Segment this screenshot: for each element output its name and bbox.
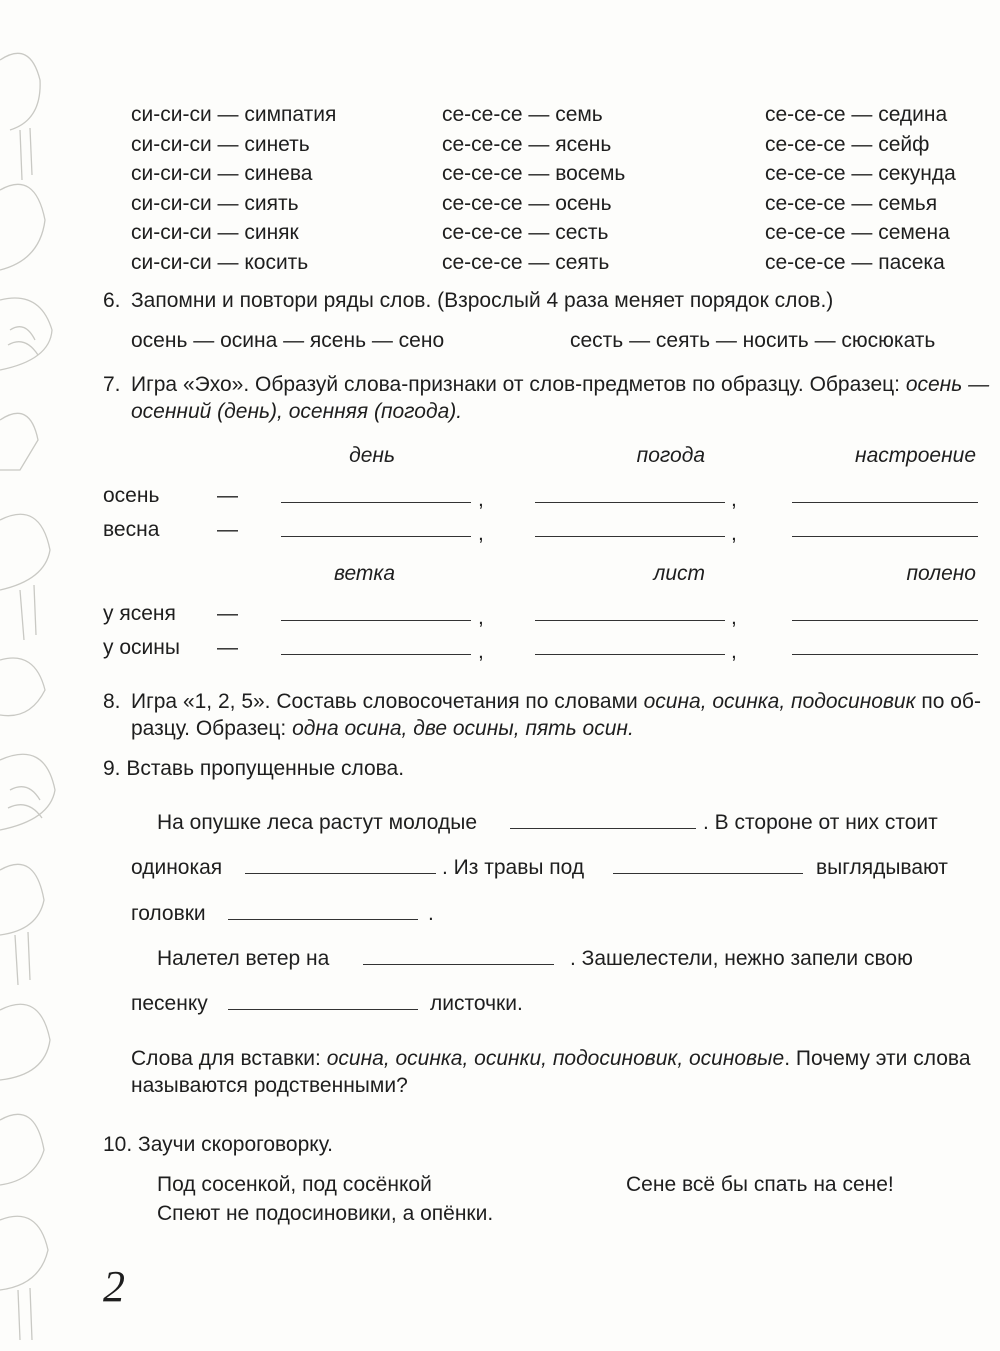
- task9-sentence4-start: Налетел ветер на: [157, 947, 330, 970]
- task8-text2: разцу. Образец:: [131, 717, 293, 740]
- task9-words-line1: [131, 1046, 971, 1072]
- task9-sentence2-end: выглядывают: [816, 856, 948, 879]
- syllable-line: се-се-се — осень: [442, 192, 612, 215]
- task9-blank-3[interactable]: [613, 873, 803, 874]
- task7-dash: —: [217, 636, 238, 659]
- syllable-line: се-се-се — ясень: [442, 133, 612, 156]
- task7-instruction-line1: [131, 372, 989, 398]
- syllable-line: се-се-се — седина: [765, 103, 948, 126]
- task9-question-start: . Почему эти слова: [784, 1047, 971, 1070]
- task9-sentence1-start: На опушке леса растут молодые: [157, 811, 478, 834]
- syllable-line: се-се-се — сейф: [765, 133, 930, 156]
- syllable-line: си-си-си — синева: [131, 162, 313, 185]
- margin-mushroom-illustration: [0, 0, 60, 1351]
- task8-line2: [131, 716, 634, 742]
- tongue-twister-right: Сене всё бы спать на сене!: [626, 1173, 894, 1196]
- task7-column-header: полено: [906, 562, 976, 585]
- task7-answer-blank[interactable]: [792, 654, 978, 655]
- task7-comma: ,: [731, 488, 737, 511]
- task9-sentence4-end: . Зашелестели, нежно запели свою: [570, 947, 913, 970]
- page-number: 2: [103, 1262, 125, 1311]
- task7-column-header: ветка: [333, 562, 395, 585]
- syllable-line: се-се-се — пасека: [765, 251, 945, 274]
- task9-words-line2: называются родственными?: [131, 1074, 408, 1097]
- task9-words-list: осина, осинка, осинки, подосиновик, осиновые: [326, 1047, 785, 1070]
- task7-comma: ,: [478, 606, 484, 629]
- task7-answer-blank[interactable]: [535, 502, 725, 503]
- syllable-line: се-се-се — сесть: [442, 221, 609, 244]
- task9-sentence5-start: песенку: [131, 992, 208, 1015]
- syllable-line: се-се-се — семья: [765, 192, 938, 215]
- task9-title: 9. Вставь пропущенные слова.: [103, 757, 405, 780]
- syllable-line: си-си-си — сиять: [131, 192, 299, 215]
- task6-row-2: сесть — сеять — носить — сюсюкать: [570, 329, 936, 352]
- syllable-line: се-се-се — секунда: [765, 162, 956, 185]
- task7-comma: ,: [478, 488, 484, 511]
- syllable-line: се-се-се — семена: [765, 221, 950, 244]
- task8-example: одна осина, две осины, пять осин.: [292, 717, 634, 740]
- task7-answer-blank[interactable]: [792, 536, 978, 537]
- task7-number: 7.: [103, 373, 121, 396]
- task8-line1: [131, 689, 981, 715]
- task9-sentence3-end: .: [428, 902, 434, 925]
- task6-instruction: Запомни и повтори ряды слов. (Взрослый 4 раза меняет порядок слов.): [131, 289, 834, 312]
- task7-row-label: у осины: [103, 636, 180, 659]
- task9-sentence2-start: одинокая: [131, 856, 223, 879]
- task7-row-label: весна: [103, 518, 160, 541]
- task7-column-header: погода: [636, 444, 705, 467]
- task7-row-label: осень: [103, 484, 160, 507]
- task7-dash: —: [217, 602, 238, 625]
- task7-answer-blank[interactable]: [281, 536, 471, 537]
- task9-blank-5[interactable]: [363, 964, 554, 965]
- task9-blank-2[interactable]: [245, 873, 436, 874]
- task7-comma: ,: [731, 640, 737, 663]
- task9-sentence3-start: головки: [131, 902, 206, 925]
- task7-instruction-line2: осенний (день), осенняя (погода).: [131, 400, 463, 423]
- task9-sentence1-end: . В стороне от них стоит: [703, 811, 938, 834]
- task7-row-label: у ясеня: [103, 602, 176, 625]
- task9-blank-4[interactable]: [228, 919, 418, 920]
- syllable-line: се-се-се — восемь: [442, 162, 626, 185]
- task7-answer-blank[interactable]: [792, 620, 978, 621]
- task8-number: 8.: [103, 690, 121, 713]
- syllable-line: си-си-си — симпатия: [131, 103, 337, 126]
- syllable-line: си-си-си — синяк: [131, 221, 299, 244]
- task7-answer-blank[interactable]: [535, 654, 725, 655]
- task7-answer-blank[interactable]: [535, 620, 725, 621]
- task7-column-header: настроение: [855, 444, 976, 467]
- syllable-line: се-се-се — сеять: [442, 251, 610, 274]
- task9-sentence2-mid: . Из травы под: [442, 856, 585, 879]
- task6-row-1: осень — осина — ясень — сено: [131, 329, 445, 352]
- tongue-twister-line1: Под сосенкой, под сосёнкой: [157, 1173, 432, 1196]
- task7-comma: ,: [478, 522, 484, 545]
- syllable-line: се-се-се — семь: [442, 103, 603, 126]
- task7-comma: ,: [731, 522, 737, 545]
- syllable-line: си-си-си — синеть: [131, 133, 310, 156]
- task7-dash: —: [217, 484, 238, 507]
- task9-words-label: Слова для вставки:: [131, 1047, 327, 1070]
- task7-answer-blank[interactable]: [281, 502, 471, 503]
- task7-dash: —: [217, 518, 238, 541]
- tongue-twister-line2: Спеют не подосиновики, а опёнки.: [157, 1202, 494, 1225]
- task7-answer-blank[interactable]: [281, 654, 471, 655]
- task10-title: 10. Заучи скороговорку.: [103, 1133, 333, 1156]
- task9-blank-6[interactable]: [228, 1009, 418, 1010]
- task7-answer-blank[interactable]: [792, 502, 978, 503]
- task7-answer-blank[interactable]: [535, 536, 725, 537]
- task7-text: Игра «Эхо». Образуй слова-признаки от слов-предметов по образцу. Образец:: [131, 373, 906, 396]
- task8-words: осина, осинка, подосиновик: [643, 690, 916, 713]
- syllable-line: си-си-си — косить: [131, 251, 309, 274]
- task8-text-end: по об-: [915, 690, 981, 713]
- task7-column-header: лист: [653, 562, 705, 585]
- task9-sentence5-end: листочки.: [430, 992, 523, 1015]
- task7-column-header: день: [349, 444, 395, 467]
- task7-comma: ,: [731, 606, 737, 629]
- task9-blank-1[interactable]: [510, 828, 696, 829]
- task7-example: осень —: [905, 373, 990, 396]
- task7-answer-blank[interactable]: [281, 620, 471, 621]
- task8-text: Игра «1, 2, 5». Составь словосочетания по словами: [131, 690, 644, 713]
- task6-number: 6.: [103, 289, 121, 312]
- task7-comma: ,: [478, 640, 484, 663]
